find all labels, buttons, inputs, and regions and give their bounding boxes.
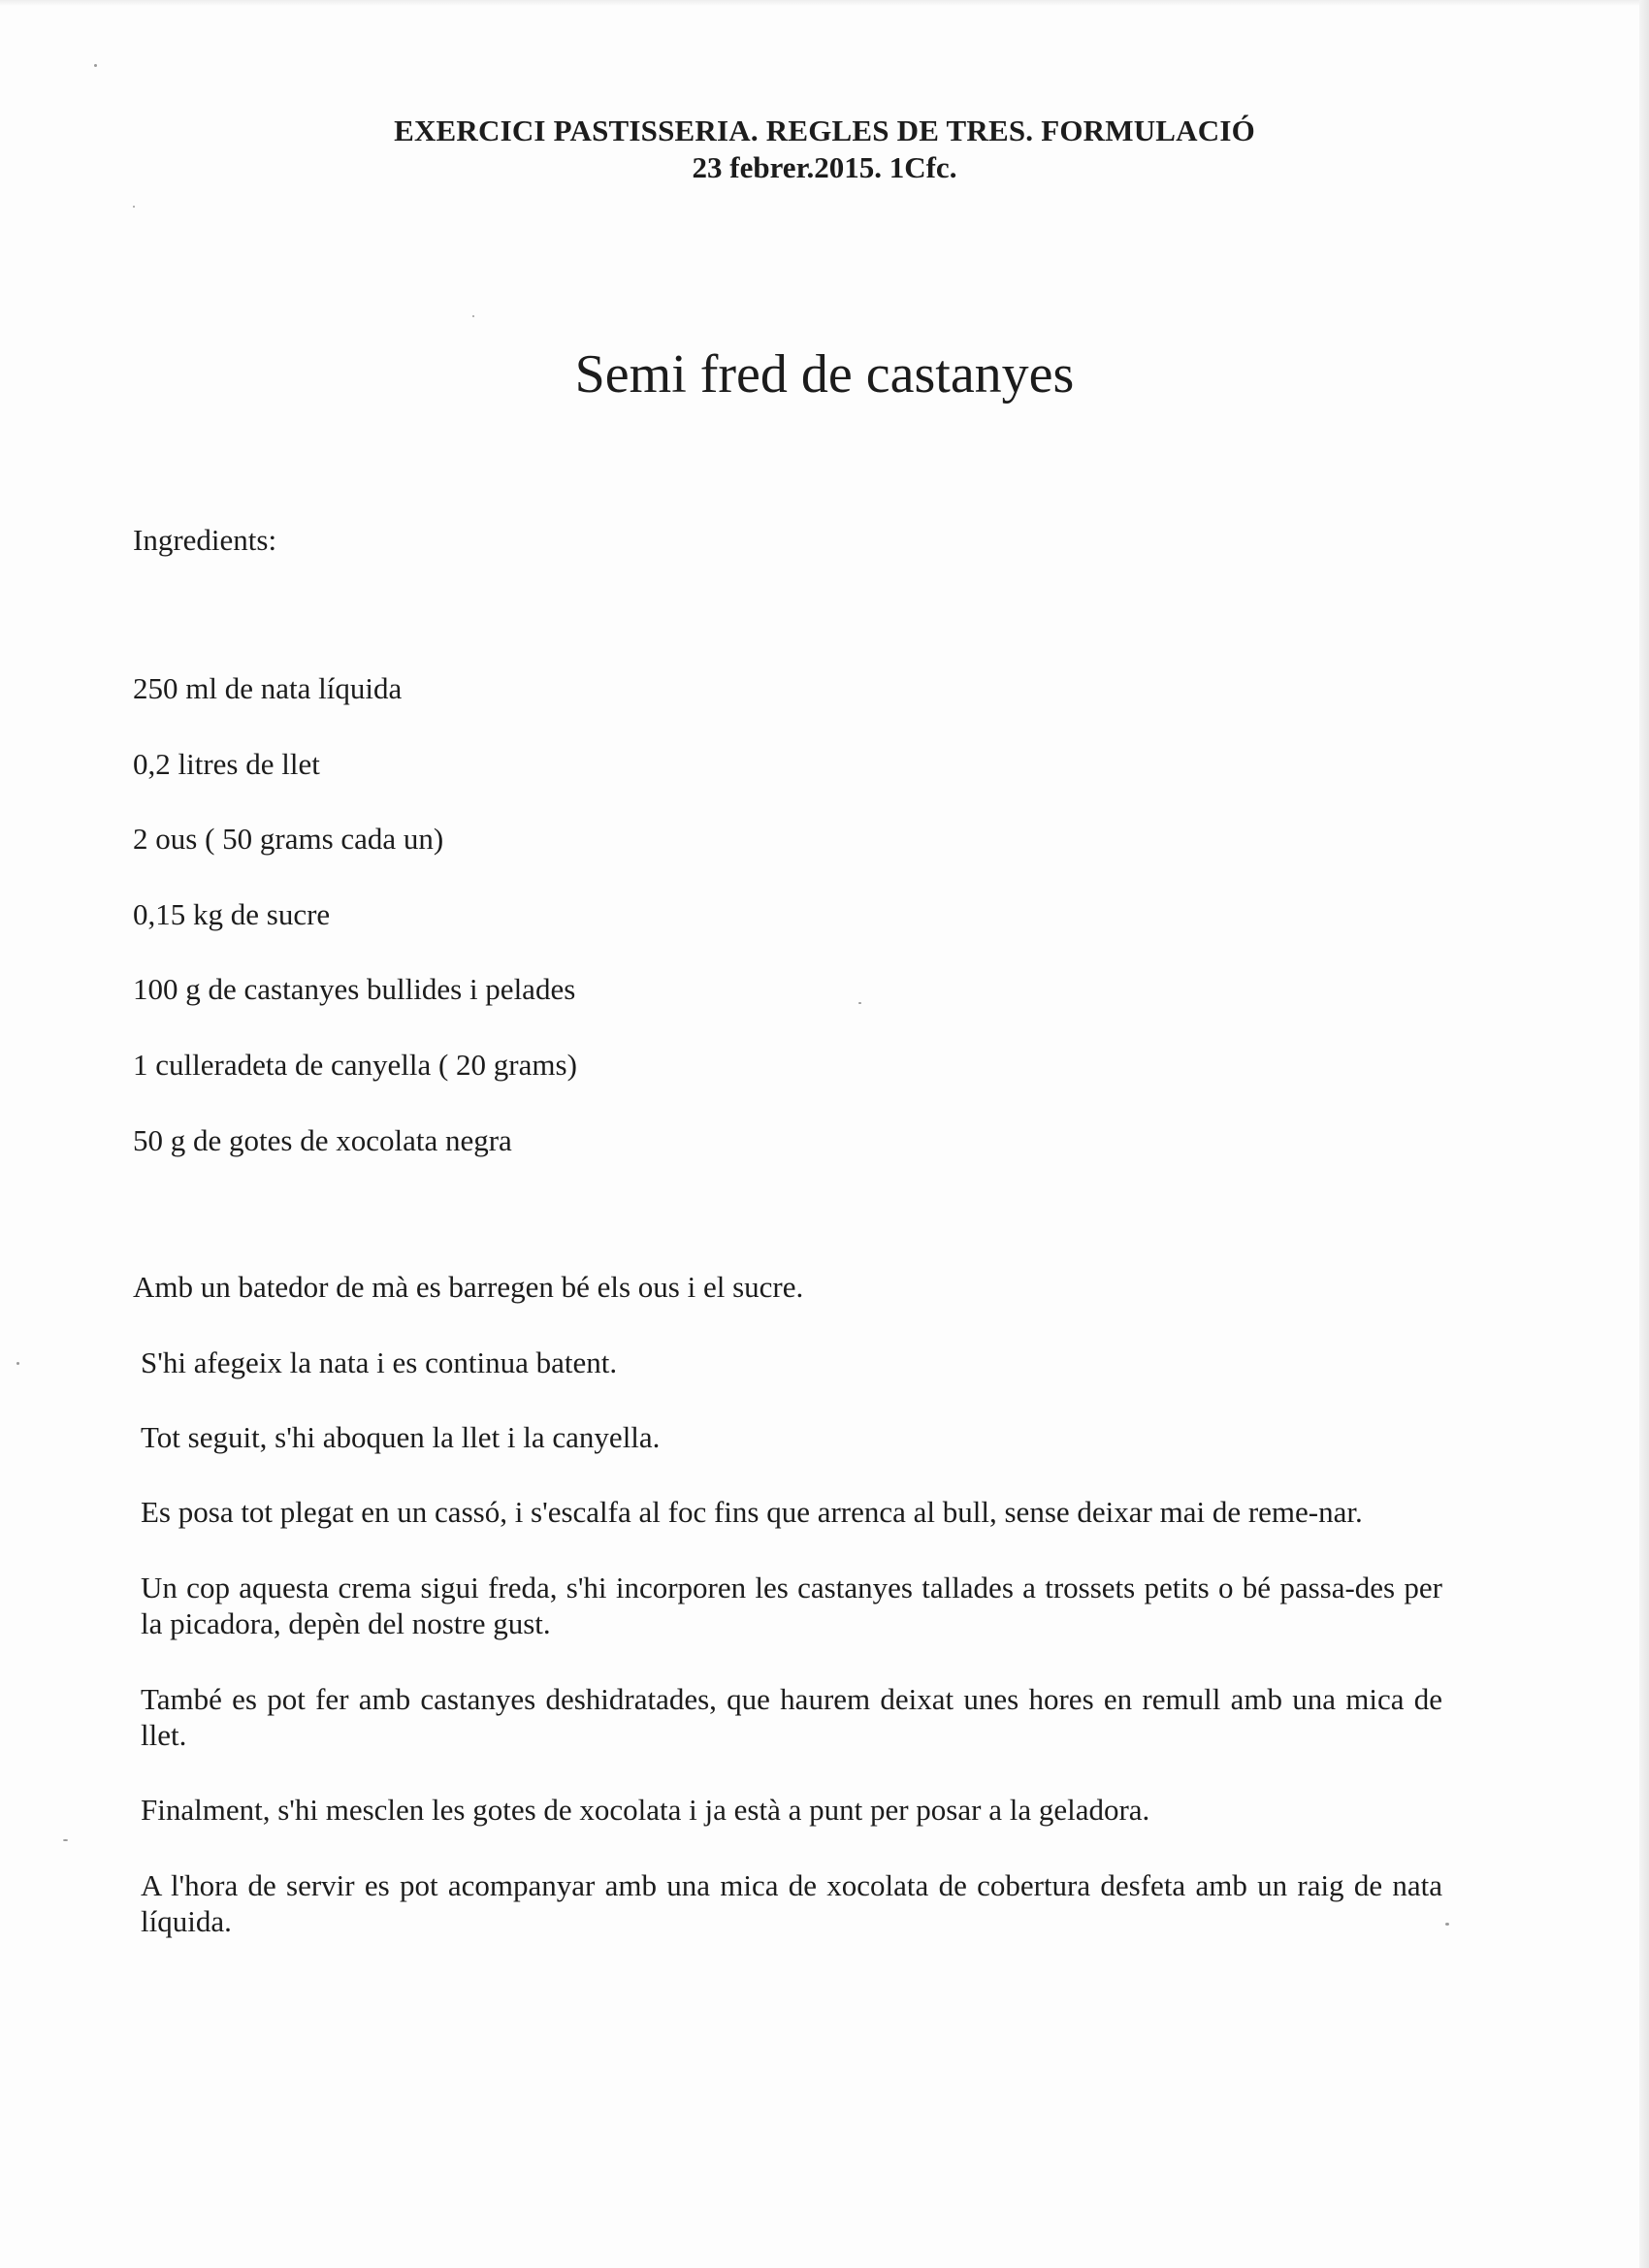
ingredient-item: 0,2 litres de llet — [133, 746, 320, 781]
ingredient-item: 0,15 kg de sucre — [133, 896, 331, 931]
ingredients-list — [133, 669, 577, 1196]
ingredients-label: Ingredients: — [133, 523, 277, 557]
preparation-steps — [133, 1269, 1442, 1939]
scan-right-edge — [1639, 0, 1649, 2268]
scan-speck — [858, 1002, 861, 1004]
step-paragraph: A l'hora de servir es pot acompanyar amb una mica de xocolata de cobertura desfeta amb un raig de nata líquida. — [141, 1868, 1442, 1938]
scan-speck — [63, 1839, 68, 1841]
recipe-title: Semi fred de castanyes — [574, 344, 1075, 405]
step-paragraph: Finalment, s'hi mesclen les gotes de xocolata i ja està a punt per posar a la geladora. — [141, 1793, 1150, 1827]
ingredient-item: 250 ml de nata líquida — [133, 671, 403, 705]
step-paragraph: Un cop aquesta crema sigui freda, s'hi incorporen les castanyes tallades a trossets petits o bé passa-des per la picadora, depèn del nostre gust. — [141, 1571, 1442, 1640]
step-paragraph: Tot seguit, s'hi aboquen la llet i la canyella. — [141, 1420, 661, 1454]
scan-top-edge — [0, 0, 1649, 6]
header-date-line: 23 febrer.2015. 1Cfc. — [692, 150, 957, 184]
scan-speck — [94, 64, 97, 67]
step-paragraph: Amb un batedor de mà es barregen bé els ous i el sucre. — [133, 1270, 804, 1304]
ingredient-item: 2 ous ( 50 grams cada un) — [133, 822, 444, 857]
scan-speck — [16, 1362, 19, 1365]
step-paragraph: També es pot fer amb castanyes deshidratades, que haurem deixat unes hores en remull amb una mica de llet. — [141, 1682, 1442, 1752]
ingredient-item: 1 culleradeta de canyella ( 20 grams) — [133, 1047, 577, 1082]
scan-speck — [472, 315, 474, 317]
ingredient-item: 50 g de gotes de xocolata negra — [133, 1122, 512, 1157]
ingredient-item: 100 g de castanyes bullides i pelades — [133, 972, 576, 1007]
scan-speck — [1445, 1923, 1449, 1926]
document-header — [0, 113, 1649, 186]
step-paragraph: Es posa tot plegat en un cassó, i s'escalfa al foc fins que arrenca al bull, sense deixar mai de reme-nar. — [141, 1495, 1363, 1529]
step-paragraph: S'hi afegeix la nata i es continua batent. — [141, 1345, 618, 1379]
scan-speck — [133, 206, 135, 208]
header-course-line: EXERCICI PASTISSERIA. REGLES DE TRES. FORMULACIÓ — [394, 113, 1255, 147]
